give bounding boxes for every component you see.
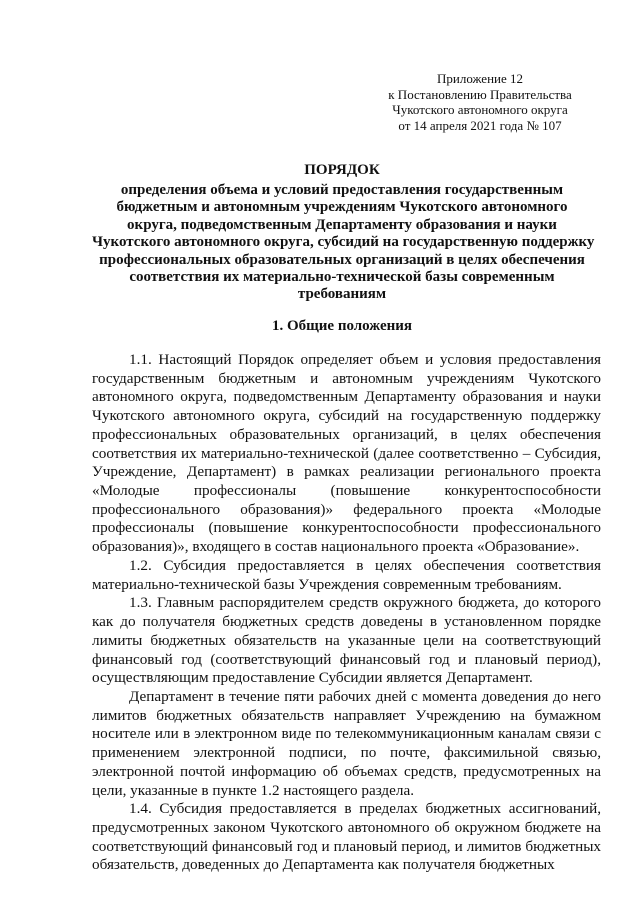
- subtitle-line: соответствия их материально-технической базы современным: [129, 269, 555, 286]
- attachment-region: Чукотского автономного округа: [392, 102, 568, 117]
- paragraph-1-2: 1.2. Субсидия предоставляется в целях обеспечения соответствия материально-технической базы Учреждения современным требованиям.: [92, 556, 601, 593]
- paragraph-1-1: 1.1. Настоящий Порядок определяет объем и условия предоставления государственным бюджетным и автономным учреждениям Чукотского автономного округа, подведомственным Департаменту образования и науки Чукотского автономного округа, субсидий на государственную поддержку профессиональных образовательных организаций, в целях обеспечения соответствия их материально-технической (далее соответственно – Субсидия, Учреждение, Департамент) в рамках реализации регионального проекта «Молодые профессионалы (повышение конкурентоспособности профессионального образования)» федерального проекта «Молодые профессионалы (повышение конкурентоспособности профессионального образования)», входящего в состав национального проекта «Образование».: [92, 351, 601, 556]
- subtitle-line: требованиям: [297, 286, 387, 303]
- attachment-header: [380, 71, 580, 133]
- subtitle-line: Чукотского автономного округа, субсидий на государственную поддержку: [92, 234, 595, 251]
- attachment-resolution: к Постановлению Правительства: [388, 86, 572, 102]
- document-subtitle: [92, 182, 595, 304]
- attachment-number: Приложение 12: [436, 71, 524, 86]
- subtitle-line: округа, подведомственным Департаменту образования и науки: [127, 216, 557, 233]
- document-title: ПОРЯДОК: [304, 162, 380, 178]
- paragraph-1-3: 1.3. Главным распорядителем средств окружного бюджета, до которого как до получателя бюджетных средств доведены в установленном порядке лимиты бюджетных обязательств на указанные цели на соответствующий финансовый год (соответствующий финансовый год и плановый период), осуществляющим предоставление Субсидии является Департамент.: [92, 594, 601, 687]
- document-body: [92, 351, 601, 875]
- subtitle-line: определения объема и условий предоставления государственным: [120, 182, 564, 198]
- section-heading: 1. Общие положения: [271, 318, 413, 334]
- paragraph-1-4: 1.4. Субсидия предоставляется в пределах бюджетных ассигнований, предусмотренных законом Чукотского автономного об окружном бюджете на соответствующий финансовый год и плановый период, и лимитов бюджетных обязательств, доведенных до Департамента как получателя бюджетных: [92, 800, 601, 874]
- subtitle-line: бюджетным и автономным учреждениям Чукотского автономного: [116, 199, 568, 216]
- attachment-date: от 14 апреля 2021 года № 107: [398, 117, 562, 133]
- paragraph-1-3-continued: Департамент в течение пяти рабочих дней с момента доведения до него лимитов бюджетных обязательств направляет Учреждению на бумажном носителе или в электронном виде по телекоммуникационным каналам связи с применением электронной подписи, по почте, факсимильной связью, электронной почтой информацию об объемах средств, предусмотренных на цели, указанные в пункте 1.2 настоящего раздела.: [92, 687, 601, 799]
- subtitle-line: профессиональных образовательных организаций в целях обеспечения: [99, 251, 585, 268]
